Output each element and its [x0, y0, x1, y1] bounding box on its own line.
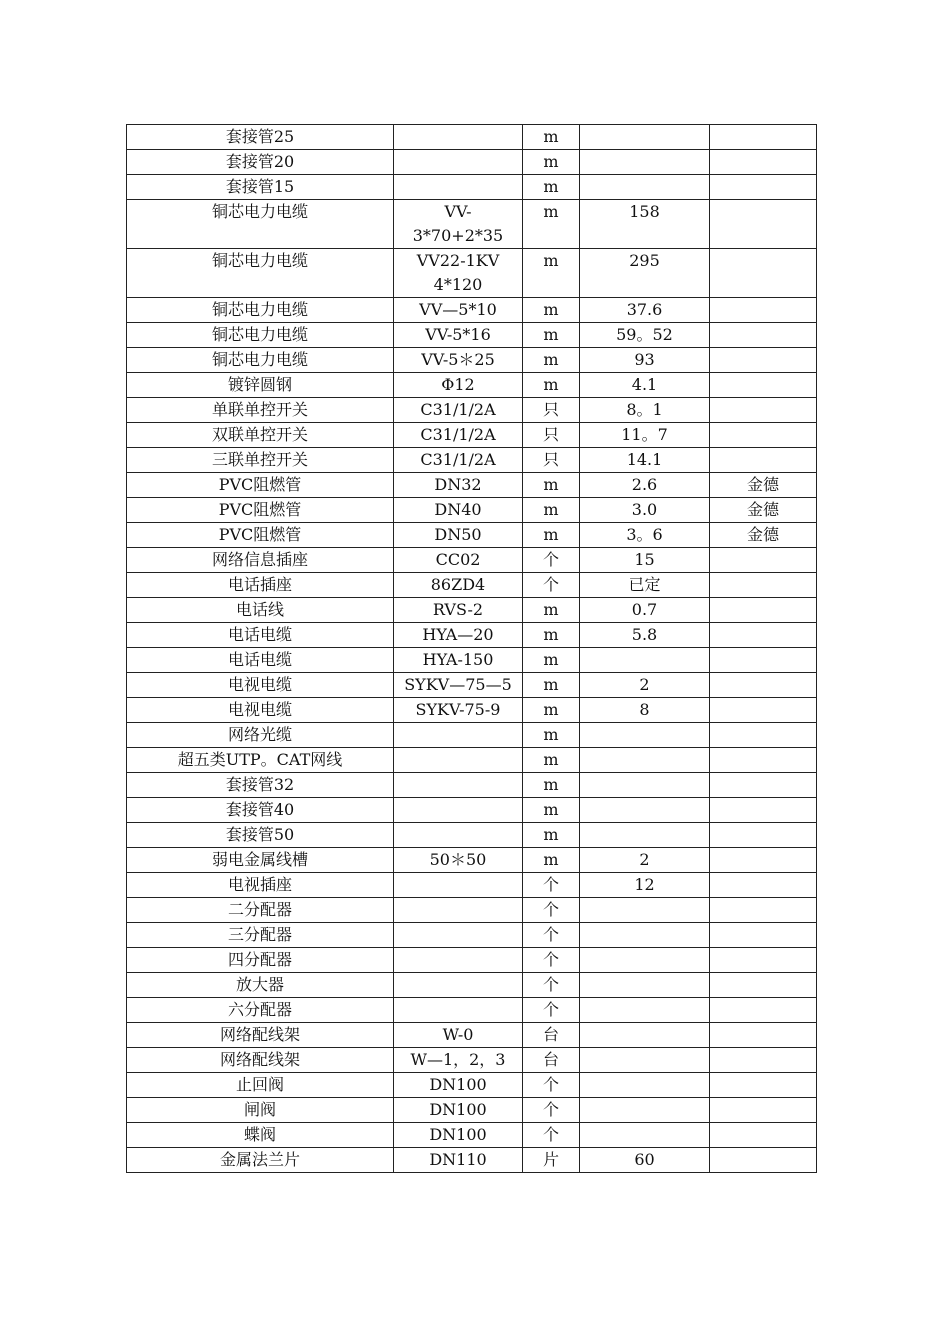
item-spec-cell — [394, 898, 523, 923]
item-note-cell — [710, 150, 817, 175]
item-note-cell — [710, 125, 817, 150]
table-row — [127, 373, 817, 398]
item-quantity-cell — [580, 150, 710, 175]
item-note-cell — [710, 648, 817, 673]
item-note-cell — [710, 1048, 817, 1073]
item-unit-cell: m — [523, 748, 580, 773]
item-spec-cell — [394, 175, 523, 200]
item-name-cell: 套接管20 — [127, 150, 394, 175]
item-note-cell — [710, 323, 817, 348]
item-spec-cell: DN40 — [394, 498, 523, 523]
item-spec-cell: VV22-1KV 4*120 — [394, 249, 523, 298]
item-name-cell: 铜芯电力电缆 — [127, 323, 394, 348]
item-spec-cell: HYA-150 — [394, 648, 523, 673]
item-spec-cell — [394, 773, 523, 798]
item-note-cell — [710, 598, 817, 623]
item-note-cell — [710, 748, 817, 773]
item-note-cell — [710, 698, 817, 723]
item-quantity-cell — [580, 823, 710, 848]
item-spec-cell: DN110 — [394, 1148, 523, 1173]
item-quantity-cell: 93 — [580, 348, 710, 373]
item-unit-cell: 只 — [523, 448, 580, 473]
item-quantity-cell — [580, 1073, 710, 1098]
item-spec-cell — [394, 998, 523, 1023]
item-quantity-cell — [580, 948, 710, 973]
item-spec-cell — [394, 873, 523, 898]
item-name-cell: 电话电缆 — [127, 648, 394, 673]
item-name-cell: 单联单控开关 — [127, 398, 394, 423]
item-quantity-cell — [580, 798, 710, 823]
item-quantity-cell: 59。52 — [580, 323, 710, 348]
item-quantity-cell: 60 — [580, 1148, 710, 1173]
item-quantity-cell: 3。6 — [580, 523, 710, 548]
table-row — [127, 1073, 817, 1098]
item-unit-cell: 个 — [523, 998, 580, 1023]
item-note-cell — [710, 548, 817, 573]
table-row — [127, 175, 817, 200]
item-name-cell: 金属法兰片 — [127, 1148, 394, 1173]
item-name-cell: 铜芯电力电缆 — [127, 298, 394, 323]
item-unit-cell: m — [523, 249, 580, 298]
item-name-cell: 套接管15 — [127, 175, 394, 200]
item-note-cell — [710, 923, 817, 948]
item-spec-cell: VV—5*10 — [394, 298, 523, 323]
item-note-cell: 金德 — [710, 498, 817, 523]
item-unit-cell: m — [523, 723, 580, 748]
table-row — [127, 473, 817, 498]
item-note-cell — [710, 823, 817, 848]
item-note-cell — [710, 998, 817, 1023]
table-row — [127, 125, 817, 150]
item-name-cell: 闸阀 — [127, 1098, 394, 1123]
item-note-cell — [710, 1023, 817, 1048]
item-unit-cell: 片 — [523, 1148, 580, 1173]
item-spec-cell — [394, 798, 523, 823]
item-note-cell — [710, 448, 817, 473]
table-row — [127, 798, 817, 823]
item-spec-cell: VV-5＊25 — [394, 348, 523, 373]
item-note-cell — [710, 249, 817, 298]
item-unit-cell: m — [523, 598, 580, 623]
item-name-cell: 套接管40 — [127, 798, 394, 823]
table-row — [127, 573, 817, 598]
item-note-cell — [710, 973, 817, 998]
item-quantity-cell — [580, 1048, 710, 1073]
item-name-cell: 超五类UTP。CAT网线 — [127, 748, 394, 773]
table-row — [127, 423, 817, 448]
table-row — [127, 498, 817, 523]
item-quantity-cell — [580, 648, 710, 673]
table-row — [127, 948, 817, 973]
item-unit-cell: m — [523, 648, 580, 673]
item-name-cell: 网络配线架 — [127, 1048, 394, 1073]
item-quantity-cell: 2.6 — [580, 473, 710, 498]
item-quantity-cell: 295 — [580, 249, 710, 298]
item-unit-cell: m — [523, 673, 580, 698]
item-spec-cell — [394, 948, 523, 973]
item-quantity-cell — [580, 898, 710, 923]
item-quantity-cell — [580, 1023, 710, 1048]
item-spec-cell: SYKV—75—5 — [394, 673, 523, 698]
item-unit-cell: m — [523, 773, 580, 798]
item-note-cell — [710, 948, 817, 973]
item-note-cell — [710, 348, 817, 373]
table-row — [127, 723, 817, 748]
item-quantity-cell: 12 — [580, 873, 710, 898]
item-unit-cell: m — [523, 698, 580, 723]
item-unit-cell: 台 — [523, 1023, 580, 1048]
item-spec-cell — [394, 973, 523, 998]
item-quantity-cell — [580, 723, 710, 748]
item-unit-cell: m — [523, 125, 580, 150]
item-unit-cell: m — [523, 298, 580, 323]
item-unit-cell: 个 — [523, 873, 580, 898]
table-row — [127, 648, 817, 673]
item-unit-cell: 个 — [523, 548, 580, 573]
item-note-cell — [710, 200, 817, 249]
item-quantity-cell: 3.0 — [580, 498, 710, 523]
item-name-cell: 电视电缆 — [127, 673, 394, 698]
item-name-cell: 网络信息插座 — [127, 548, 394, 573]
item-spec-cell: C31/1/2A — [394, 423, 523, 448]
table-row — [127, 698, 817, 723]
table-row — [127, 598, 817, 623]
item-name-cell: 套接管32 — [127, 773, 394, 798]
item-unit-cell: 只 — [523, 423, 580, 448]
item-note-cell — [710, 1148, 817, 1173]
item-note-cell — [710, 898, 817, 923]
item-spec-cell: 86ZD4 — [394, 573, 523, 598]
item-spec-cell — [394, 723, 523, 748]
item-note-cell — [710, 723, 817, 748]
item-name-cell: 套接管25 — [127, 125, 394, 150]
table-row — [127, 249, 817, 298]
item-unit-cell: m — [523, 348, 580, 373]
item-note-cell — [710, 623, 817, 648]
item-spec-cell: W-0 — [394, 1023, 523, 1048]
item-unit-cell: m — [523, 623, 580, 648]
materials-table-body — [127, 125, 817, 1173]
item-note-cell — [710, 1123, 817, 1148]
item-name-cell: 铜芯电力电缆 — [127, 348, 394, 373]
item-unit-cell: m — [523, 323, 580, 348]
item-name-cell: 镀锌圆钢 — [127, 373, 394, 398]
item-unit-cell: m — [523, 498, 580, 523]
item-quantity-cell: 5.8 — [580, 623, 710, 648]
item-quantity-cell: 15 — [580, 548, 710, 573]
item-unit-cell: 只 — [523, 398, 580, 423]
item-quantity-cell: 0.7 — [580, 598, 710, 623]
item-unit-cell: m — [523, 823, 580, 848]
item-quantity-cell: 4.1 — [580, 373, 710, 398]
item-note-cell — [710, 423, 817, 448]
item-quantity-cell: 8。1 — [580, 398, 710, 423]
item-note-cell — [710, 848, 817, 873]
item-quantity-cell — [580, 773, 710, 798]
item-unit-cell: m — [523, 200, 580, 249]
item-spec-cell: VV-5*16 — [394, 323, 523, 348]
item-unit-cell: m — [523, 848, 580, 873]
item-unit-cell: 个 — [523, 923, 580, 948]
item-name-cell: 双联单控开关 — [127, 423, 394, 448]
item-name-cell: 电话插座 — [127, 573, 394, 598]
item-spec-cell: CC02 — [394, 548, 523, 573]
item-spec-cell: Φ12 — [394, 373, 523, 398]
table-row — [127, 673, 817, 698]
table-row — [127, 150, 817, 175]
table-row — [127, 448, 817, 473]
item-unit-cell: m — [523, 523, 580, 548]
item-quantity-cell — [580, 923, 710, 948]
table-row — [127, 1023, 817, 1048]
item-name-cell: 四分配器 — [127, 948, 394, 973]
item-spec-cell: VV- 3*70+2*35 — [394, 200, 523, 249]
item-quantity-cell: 8 — [580, 698, 710, 723]
table-row — [127, 398, 817, 423]
item-name-cell: 铜芯电力电缆 — [127, 249, 394, 298]
item-spec-cell: DN100 — [394, 1123, 523, 1148]
item-spec-cell: SYKV-75-9 — [394, 698, 523, 723]
item-spec-cell — [394, 823, 523, 848]
item-quantity-cell — [580, 748, 710, 773]
table-row — [127, 200, 817, 249]
item-quantity-cell — [580, 1098, 710, 1123]
item-unit-cell: m — [523, 150, 580, 175]
item-quantity-cell: 158 — [580, 200, 710, 249]
table-row — [127, 748, 817, 773]
item-note-cell — [710, 798, 817, 823]
item-note-cell — [710, 573, 817, 598]
item-quantity-cell: 已定 — [580, 573, 710, 598]
item-unit-cell: 台 — [523, 1048, 580, 1073]
table-row — [127, 548, 817, 573]
table-row — [127, 773, 817, 798]
item-note-cell — [710, 175, 817, 200]
item-note-cell — [710, 373, 817, 398]
item-spec-cell: W—1，2，3 — [394, 1048, 523, 1073]
item-name-cell: 铜芯电力电缆 — [127, 200, 394, 249]
item-name-cell: 蝶阀 — [127, 1123, 394, 1148]
item-name-cell: 弱电金属线槽 — [127, 848, 394, 873]
item-quantity-cell — [580, 175, 710, 200]
item-name-cell: 六分配器 — [127, 998, 394, 1023]
item-name-cell: 止回阀 — [127, 1073, 394, 1098]
item-quantity-cell: 37.6 — [580, 298, 710, 323]
item-name-cell: 三分配器 — [127, 923, 394, 948]
item-unit-cell: m — [523, 373, 580, 398]
item-name-cell: 电视插座 — [127, 873, 394, 898]
table-row — [127, 923, 817, 948]
item-unit-cell: 个 — [523, 1123, 580, 1148]
table-row — [127, 898, 817, 923]
item-unit-cell: m — [523, 175, 580, 200]
item-note-cell — [710, 1098, 817, 1123]
item-unit-cell: m — [523, 473, 580, 498]
item-name-cell: 二分配器 — [127, 898, 394, 923]
item-note-cell — [710, 673, 817, 698]
table-row — [127, 873, 817, 898]
item-name-cell: 放大器 — [127, 973, 394, 998]
item-spec-cell: DN50 — [394, 523, 523, 548]
item-note-cell: 金德 — [710, 473, 817, 498]
item-name-cell: PVC阻燃管 — [127, 498, 394, 523]
item-name-cell: 三联单控开关 — [127, 448, 394, 473]
item-unit-cell: 个 — [523, 973, 580, 998]
item-spec-cell — [394, 923, 523, 948]
item-note-cell — [710, 298, 817, 323]
item-unit-cell: 个 — [523, 948, 580, 973]
item-name-cell: 网络光缆 — [127, 723, 394, 748]
item-spec-cell: HYA—20 — [394, 623, 523, 648]
item-quantity-cell: 14.1 — [580, 448, 710, 473]
item-spec-cell: C31/1/2A — [394, 398, 523, 423]
table-row — [127, 848, 817, 873]
item-note-cell — [710, 773, 817, 798]
table-row — [127, 1048, 817, 1073]
item-spec-cell: 50＊50 — [394, 848, 523, 873]
item-quantity-cell: 2 — [580, 848, 710, 873]
item-unit-cell: 个 — [523, 898, 580, 923]
table-row — [127, 973, 817, 998]
item-note-cell — [710, 398, 817, 423]
item-unit-cell: 个 — [523, 1098, 580, 1123]
table-row — [127, 623, 817, 648]
item-quantity-cell — [580, 1123, 710, 1148]
item-note-cell — [710, 873, 817, 898]
item-name-cell: 电视电缆 — [127, 698, 394, 723]
item-name-cell: 网络配线架 — [127, 1023, 394, 1048]
item-quantity-cell — [580, 973, 710, 998]
materials-table — [126, 124, 817, 1173]
item-note-cell — [710, 1073, 817, 1098]
item-spec-cell — [394, 748, 523, 773]
item-quantity-cell: 2 — [580, 673, 710, 698]
item-name-cell: PVC阻燃管 — [127, 523, 394, 548]
item-spec-cell — [394, 125, 523, 150]
item-unit-cell: 个 — [523, 573, 580, 598]
table-row — [127, 823, 817, 848]
table-row — [127, 323, 817, 348]
table-row — [127, 1123, 817, 1148]
table-row — [127, 348, 817, 373]
table-row — [127, 1148, 817, 1173]
item-quantity-cell — [580, 998, 710, 1023]
table-row — [127, 523, 817, 548]
item-spec-cell — [394, 150, 523, 175]
table-row — [127, 998, 817, 1023]
item-quantity-cell — [580, 125, 710, 150]
item-spec-cell: RVS-2 — [394, 598, 523, 623]
item-spec-cell: DN100 — [394, 1098, 523, 1123]
item-name-cell: 套接管50 — [127, 823, 394, 848]
item-spec-cell: DN100 — [394, 1073, 523, 1098]
item-quantity-cell: 11。7 — [580, 423, 710, 448]
table-row — [127, 1098, 817, 1123]
item-name-cell: 电话电缆 — [127, 623, 394, 648]
table-row — [127, 298, 817, 323]
item-spec-cell: C31/1/2A — [394, 448, 523, 473]
item-name-cell: 电话线 — [127, 598, 394, 623]
item-note-cell: 金德 — [710, 523, 817, 548]
item-unit-cell: 个 — [523, 1073, 580, 1098]
item-spec-cell: DN32 — [394, 473, 523, 498]
item-name-cell: PVC阻燃管 — [127, 473, 394, 498]
item-unit-cell: m — [523, 798, 580, 823]
